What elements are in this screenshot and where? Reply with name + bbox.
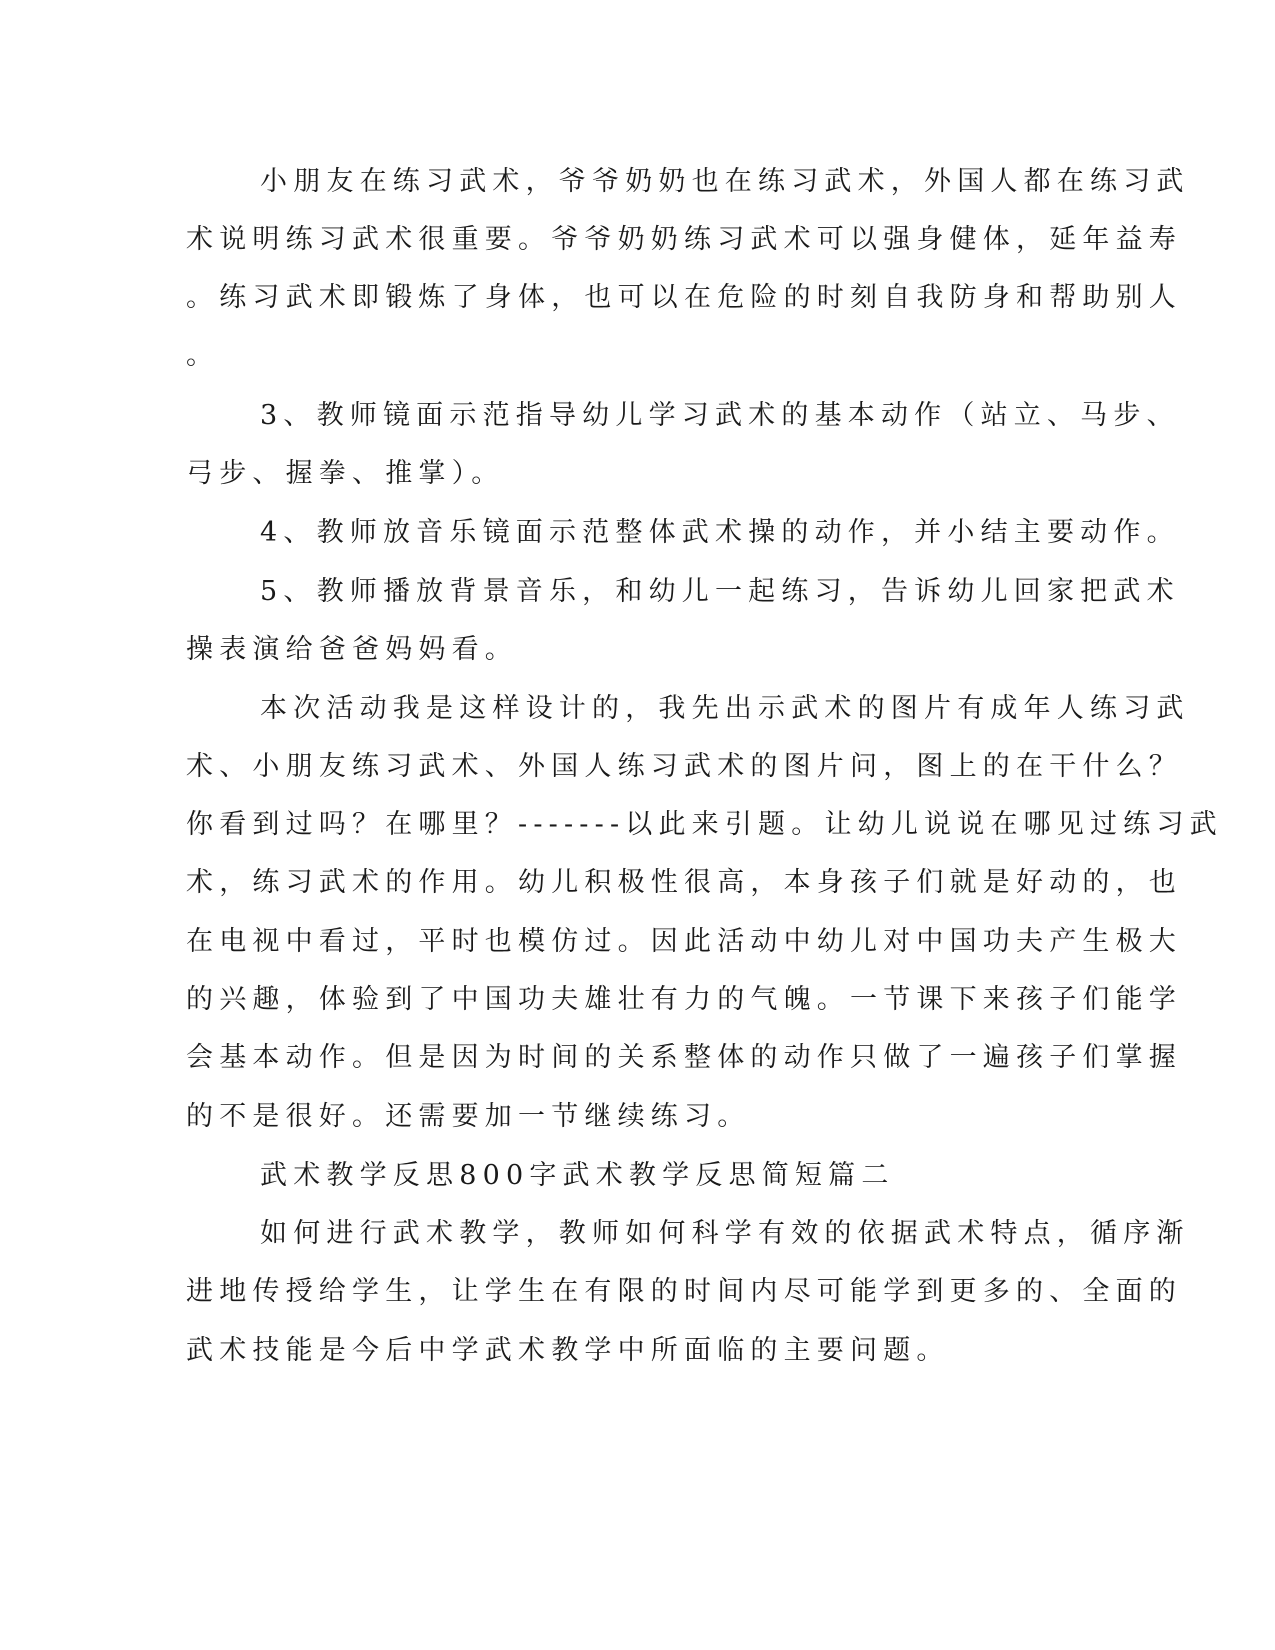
paragraph-line: 如何进行武术教学，教师如何科学有效的依据武术特点，循序渐 [260, 1218, 1190, 1249]
paragraph-line: 。 [186, 340, 220, 371]
section-heading: 武术教学反思800字武术教学反思简短篇二 [260, 1160, 895, 1191]
paragraph-line: 进地传授给学生，让学生在有限的时间内尽可能学到更多的、全面的 [186, 1276, 1182, 1307]
paragraph-line: 你看到过吗？在哪里？-------以此来引题。让幼儿说说在哪见过练习武 [186, 809, 1223, 840]
paragraph-line: 本次活动我是这样设计的，我先出示武术的图片有成年人练习武 [260, 693, 1190, 724]
paragraph-line: 会基本动作。但是因为时间的关系整体的动作只做了一遍孩子们掌握 [186, 1042, 1182, 1073]
paragraph-line: 的不是很好。还需要加一节继续练习。 [186, 1101, 751, 1132]
paragraph-line: 术，练习武术的作用。幼儿积极性很高，本身孩子们就是好动的，也 [186, 867, 1182, 898]
paragraph-line: 术说明练习武术很重要。爷爷奶奶练习武术可以强身健体，延年益寿 [186, 224, 1182, 255]
paragraph-line: 术、小朋友练习武术、外国人练习武术的图片问，图上的在干什么？ [186, 751, 1182, 782]
paragraph-line: 3、教师镜面示范指导幼儿学习武术的基本动作（站立、马步、 [260, 400, 1180, 431]
paragraph-line: 小朋友在练习武术，爷爷奶奶也在练习武术，外国人都在练习武 [260, 166, 1190, 197]
paragraph-line: 弓步、握拳、推掌）。 [186, 458, 505, 489]
paragraph-line: 。练习武术即锻炼了身体，也可以在危险的时刻自我防身和帮助别人 [186, 282, 1182, 313]
paragraph-line: 操表演给爸爸妈妈看。 [186, 634, 518, 665]
paragraph-line: 在电视中看过，平时也模仿过。因此活动中幼儿对中国功夫产生极大 [186, 926, 1182, 957]
paragraph-line: 5、教师播放背景音乐，和幼儿一起练习，告诉幼儿回家把武术 [260, 576, 1180, 607]
paragraph-line: 武术技能是今后中学武术教学中所面临的主要问题。 [186, 1335, 950, 1366]
paragraph-line: 的兴趣，体验到了中国功夫雄壮有力的气魄。一节课下来孩子们能学 [186, 984, 1182, 1015]
paragraph-line: 4、教师放音乐镜面示范整体武术操的动作，并小结主要动作。 [260, 517, 1180, 548]
